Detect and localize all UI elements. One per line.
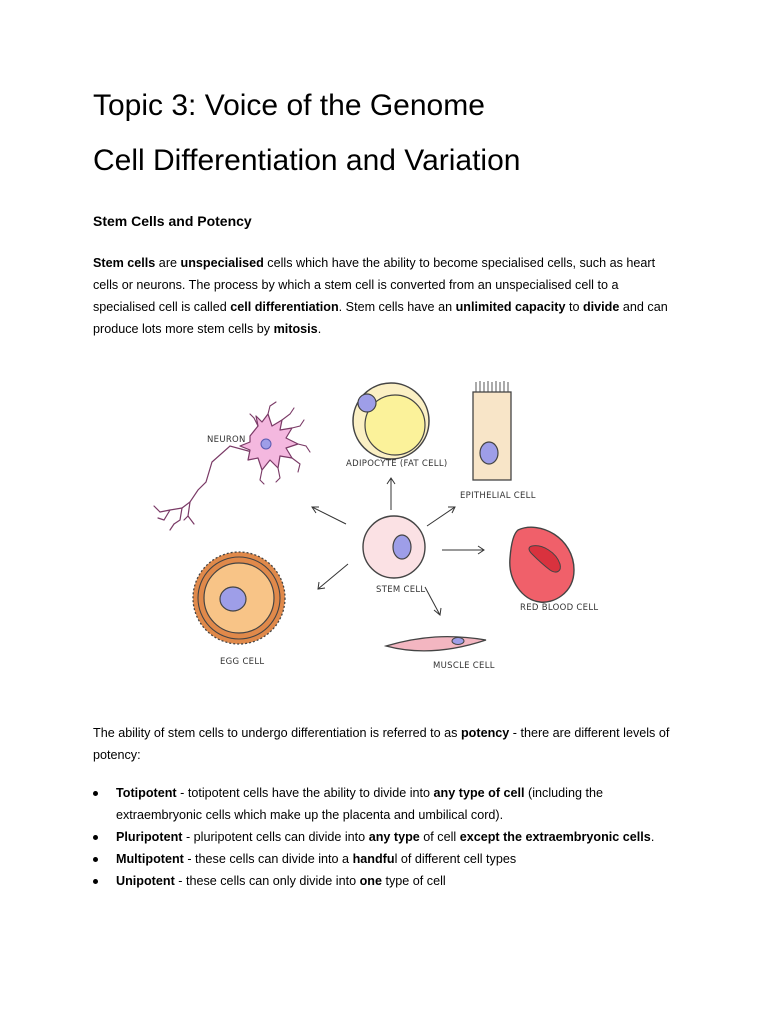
para-text: and can produce lots more stem cells by <box>93 300 668 336</box>
page-title: Topic 3: Voice of the Genome <box>93 89 485 122</box>
term-totipotent: Totipotent <box>116 786 177 800</box>
arrow-to-epithelial <box>427 507 455 526</box>
para-text: - there are different levels of potency: <box>93 726 670 762</box>
stem-cell-illustration <box>363 516 425 595</box>
term-stem-cells: Stem cells <box>93 256 156 270</box>
arrow-to-red-blood-cell <box>442 546 484 554</box>
muscle-cell-label: MUSCLE CELL <box>433 661 495 671</box>
adipocyte-label: ADIPOCYTE (FAT CELL) <box>346 459 448 469</box>
page-subtitle: Cell Differentiation and Variation <box>93 144 521 177</box>
term-unipotent: Unipotent <box>116 874 175 888</box>
red-blood-cell-illustration <box>510 527 599 613</box>
para-text: to <box>565 300 583 314</box>
egg-cell-label: EGG CELL <box>220 657 265 667</box>
potency-list <box>93 782 683 892</box>
term-except-extraembryonic: except the extraembryonic cells <box>459 830 651 844</box>
term-any-type: any type <box>368 830 420 844</box>
list-text: type of cell <box>381 874 446 888</box>
list-text: - these cells can only divide into <box>174 874 360 888</box>
bullet-dot <box>93 879 98 884</box>
term-handful: handfu <box>352 852 395 866</box>
term-mitosis: mitosis <box>273 322 318 336</box>
stem-cell-label: STEM CELL <box>376 585 426 595</box>
neuron-nucleus <box>261 439 271 449</box>
bullet-dot <box>93 791 98 796</box>
potency-paragraph <box>93 722 683 766</box>
adipocyte-illustration <box>346 383 448 469</box>
list-text: - pluripotent cells can divide into <box>182 830 369 844</box>
list-text: (including the extraembryonic cells which make up the placenta and umbilical cord). <box>116 786 603 822</box>
list-text: - totipotent cells have the ability to divide into <box>176 786 434 800</box>
term-any-type-of-cell: any type of cell <box>433 786 525 800</box>
list-item-unipotent <box>93 870 683 892</box>
arrow-to-egg-cell <box>318 564 348 589</box>
intro-paragraph <box>93 252 683 340</box>
list-text: l of different cell types <box>394 852 517 866</box>
term-potency: potency <box>460 726 510 740</box>
arrow-to-adipocyte <box>387 478 395 510</box>
stem-cell-diagram <box>150 370 599 680</box>
list-text: - these cells can divide into a <box>183 852 353 866</box>
term-unspecialised: unspecialised <box>180 256 264 270</box>
list-text: . <box>650 830 655 844</box>
arrow-to-muscle-cell <box>425 587 441 615</box>
para-text: . <box>317 322 322 336</box>
list-item-multipotent <box>93 848 683 870</box>
muscle-cell-illustration <box>386 637 495 671</box>
para-text: . Stem cells have an <box>338 300 456 314</box>
epithelial-illustration <box>460 381 536 501</box>
term-one: one <box>359 874 382 888</box>
egg-cell-illustration <box>193 552 285 667</box>
list-item-totipotent <box>93 782 683 826</box>
term-cell-differentiation: cell differentiation <box>230 300 339 314</box>
bullet-dot <box>93 857 98 862</box>
para-text: The ability of stem cells to undergo differentiation is referred to as <box>93 726 461 740</box>
list-item-pluripotent <box>93 826 683 848</box>
red-blood-cell-label: RED BLOOD CELL <box>520 603 599 613</box>
arrow-to-neuron <box>312 507 346 524</box>
para-text: are <box>155 256 181 270</box>
term-pluripotent: Pluripotent <box>116 830 183 844</box>
term-unlimited-capacity: unlimited capacity <box>455 300 566 314</box>
list-text: of cell <box>419 830 460 844</box>
bullet-dot <box>93 835 98 840</box>
term-divide: divide <box>582 300 620 314</box>
neuron-label: NEURON <box>207 435 246 445</box>
term-multipotent: Multipotent <box>116 852 184 866</box>
section-heading: Stem Cells and Potency <box>93 213 252 229</box>
epithelial-label: EPITHELIAL CELL <box>460 491 536 501</box>
para-text: cells which have the ability to become specialised cells, such as heart cells or neurons. The process by which a stem cell is converted from an unspecialised cell to a specialised cell is called <box>93 256 656 314</box>
neuron-illustration <box>154 402 310 530</box>
